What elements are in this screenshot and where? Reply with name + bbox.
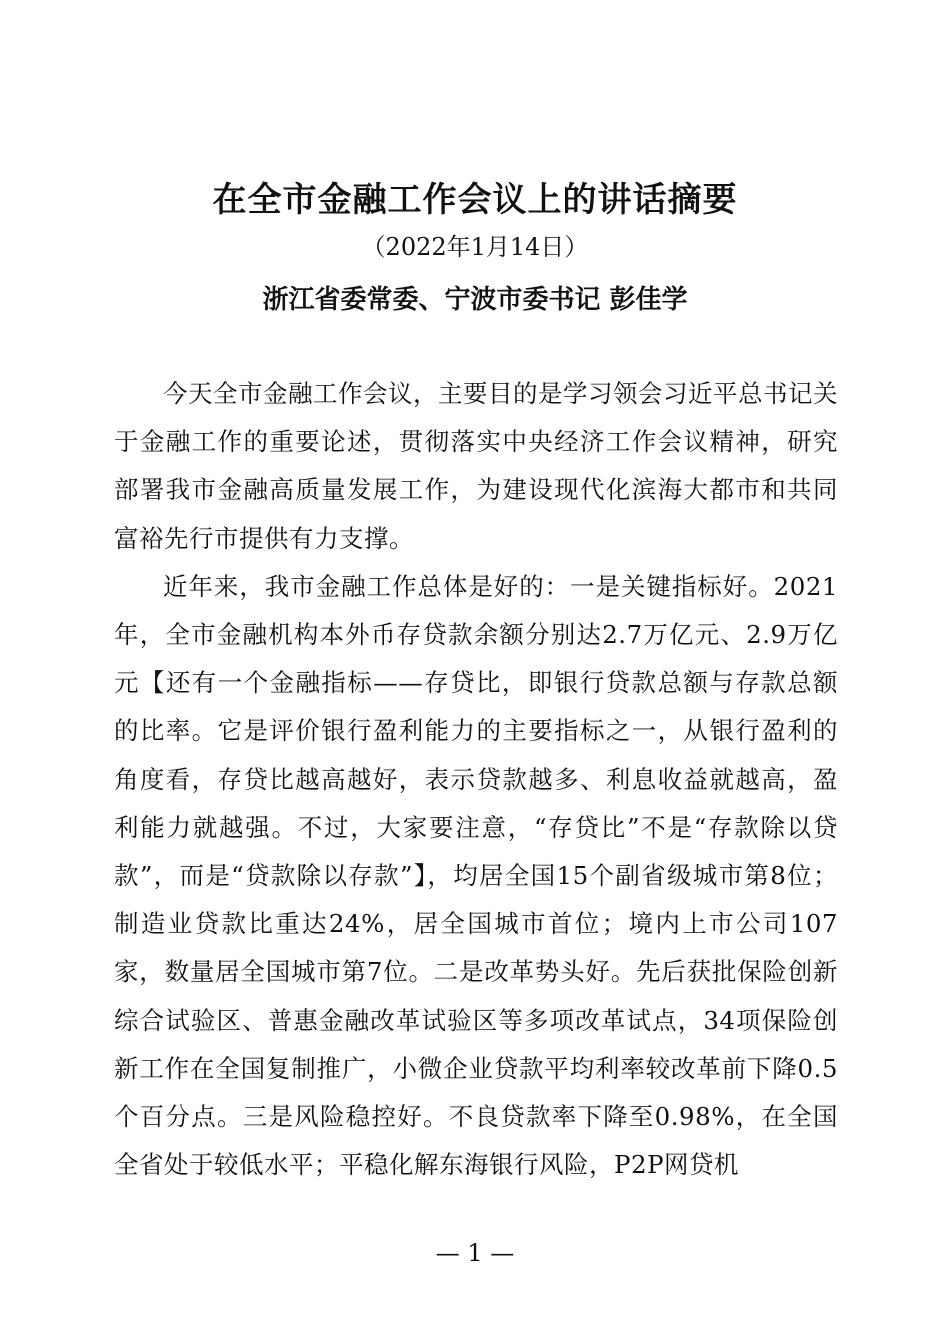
document-body: [114, 370, 838, 1189]
paragraph: 近年来，我市金融工作总体是好的：一是关键指标好。2021年，全市金融机构本外币存贷款余额分别达2.7万亿元、2.9万亿元【还有一个金融指标——存贷比，即银行贷款总额与存款总额的比率。它是评价银行盈利能力的主要指标之一，从银行盈利的角度看，存贷比越高越好，表示贷款越多、利息收益就越高，盈利能力就越强。不过，大家要注意，“存贷比”不是“存款除以贷款”，而是“贷款除以存款”】，均居全国15个副省级城市第8位；制造业贷款比重达24%，居全国城市首位；境内上市公司107家，数量居全国城市第7位。二是改革势头好。先后获批保险创新综合试验区、普惠金融改革试验区等多项改革试点，34项保险创新工作在全国复制推广，小微企业贷款平均利率较改革前下降0.5个百分点。三是风险稳控好。不良贷款率下降至0.98%，在全国全省处于较低水平；平稳化解东海银行风险，P2P网贷机: [114, 571, 838, 1180]
document-date: （2022年1月14日）: [361, 233, 589, 261]
document-author: 浙江省委常委、宁波市委书记 彭佳学: [262, 285, 688, 315]
paragraph: 今天全市金融工作会议，主要目的是学习领会习近平总书记关于金融工作的重要论述，贯彻落实中央经济工作会议精神，研究部署我市金融高质量发展工作，为建设现代化滨海大都市和共同富裕先行市提供有力支撑。: [114, 379, 838, 553]
page-number: — 1 —: [435, 1239, 515, 1267]
document-title: 在全市金融工作会议上的讲话摘要: [212, 180, 738, 220]
